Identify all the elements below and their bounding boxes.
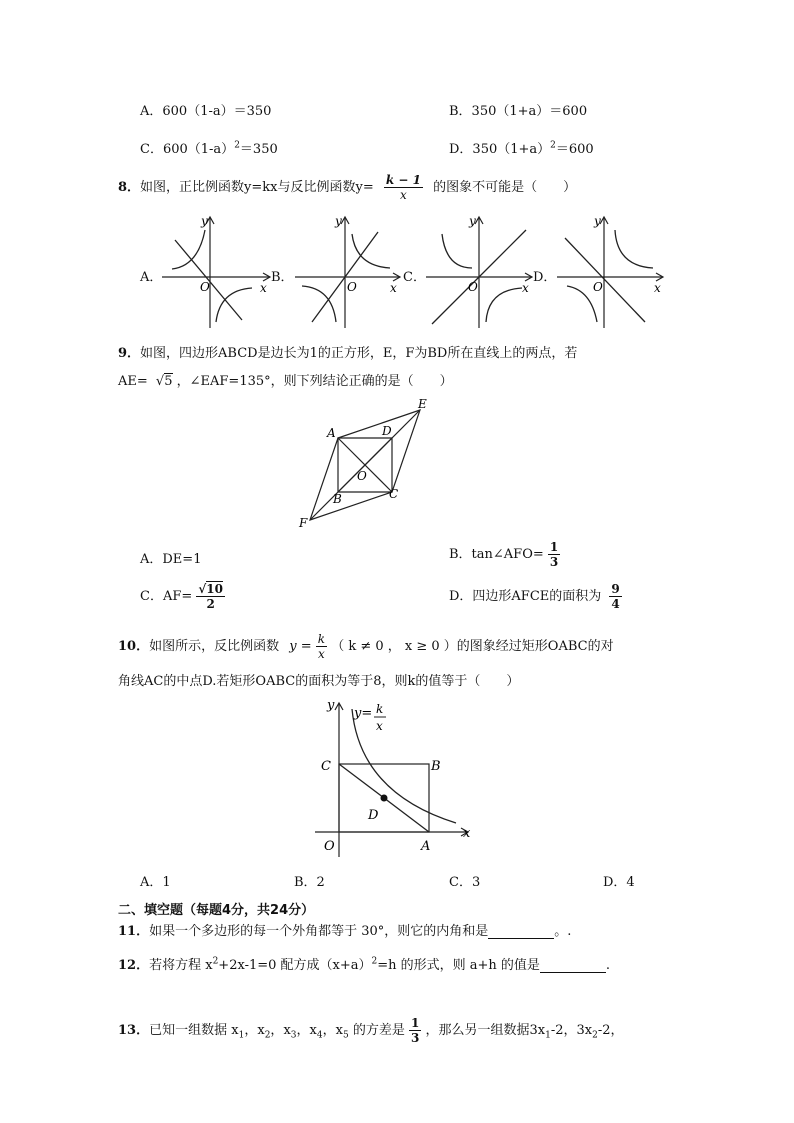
q8b-origin-label: O (347, 280, 357, 294)
q7-option-a: A．600（1-a）＝350 (140, 104, 272, 119)
q10-label-c: C (321, 759, 331, 774)
q10-label-a: A (421, 839, 431, 854)
q12: 12．若将方程 $x^2+2x-1=0$ 配方成$(x+a)^2=h$ 的形式，则 a+h 的值是 . (118, 956, 611, 973)
q10-curve-label: y= (354, 706, 373, 721)
q10-figure (310, 695, 480, 860)
q10-label-o: O (324, 839, 335, 854)
q10-label-b: B (431, 759, 441, 774)
q8-graph-a (160, 212, 275, 330)
q10-option-c: C．3 (449, 875, 481, 890)
q13: 13．已知一组数据 $x_1$，$x_2$，$x_3$，$x_4$，$x_5$ 的方差是 $\frac{1}{3}$ ，那么另一组数据$3x_1-2$，$3x_2-2$， (118, 1016, 624, 1045)
q7-option-b: B．350（1+a）＝600 (449, 104, 588, 119)
q8-graph-b (290, 212, 405, 330)
q7-option-c: C．$600(1-a)^2=350$ (140, 140, 278, 157)
q8-graph-c (424, 212, 539, 330)
q10-stem-line1: 10．如图所示，反比例函数 y = $\frac{k}{x}$ （ k ≠ 0 ， x ≥ 0 ）的图象经过矩形OABC的对 (118, 632, 614, 661)
q8a-y-label: y (201, 214, 208, 228)
q9-label-c: C (389, 487, 399, 501)
q10-option-b: B．2 (294, 875, 325, 890)
q9-label-e: E (418, 397, 427, 411)
q8-graph-d (555, 212, 667, 330)
q10-curve-num: k (376, 702, 384, 716)
q9-option-a: A．DE=1 (140, 552, 202, 567)
q8d-y-label: y (594, 214, 601, 228)
q8c-origin-label: O (468, 280, 478, 294)
q8-stem: 8．如图，正比例函数y=kx与反比例函数y= $\frac{k - 1}{x}$ 的图象不可能是（ ） (118, 173, 577, 202)
q8a-origin-label: O (200, 280, 210, 294)
q9-label-a: A (327, 426, 336, 440)
q10-stem-line2: 角线AC的中点D.若矩形OABC的面积为等于8，则k的值等于（ ） (118, 674, 520, 689)
q10-label-d: D (368, 808, 379, 823)
q9-label-o: O (357, 469, 367, 483)
q8d-x-label: x (654, 281, 661, 295)
q10-y-label: y (327, 698, 335, 713)
q8-label-a: A． (140, 270, 163, 285)
q8a-x-label: x (260, 281, 267, 295)
q10-option-a: A．1 (140, 875, 171, 890)
q10-curve-den: x (376, 719, 383, 733)
q10-x-label: x (463, 826, 471, 841)
q8c-y-label: y (469, 214, 476, 228)
q12-answer-blank[interactable] (540, 960, 606, 973)
section-heading: 二、填空题（每题4分，共24分） (118, 903, 315, 918)
q8c-x-label: x (522, 281, 529, 295)
q9-option-d: D．四边形AFCE的面积为 $\frac{9}{4}$ (449, 582, 620, 611)
q10-option-d: D．4 (603, 875, 635, 890)
q9-figure (296, 394, 436, 534)
q8-label-b: B． (271, 270, 294, 285)
q7-option-d: D．$350(1+a)^2=600$ (449, 140, 594, 157)
sqrt-icon: √5 (155, 374, 173, 389)
q9-label-b: B (333, 492, 342, 506)
q9-stem-line2: AE= √5 ，∠EAF=135°，则下列结论正确的是（ ） (118, 374, 453, 389)
q8b-y-label: y (335, 214, 342, 228)
q9-stem-line1: 9．如图，四边形ABCD是边长为1的正方形，E，F为BD所在直线上的两点，若 (118, 346, 578, 361)
q8b-x-label: x (390, 281, 397, 295)
q8d-origin-label: O (593, 280, 603, 294)
q9-option-b: B．tan∠AFO= $\frac{1}{3}$ (449, 540, 559, 569)
q8-label-d: D． (533, 270, 557, 285)
q11: 11．如果一个多边形的每一个外角都等于 30°，则它的内角和是 。. (118, 924, 572, 939)
q11-answer-blank[interactable] (488, 926, 554, 939)
q9-label-f: F (299, 516, 308, 530)
q9-label-d: D (382, 424, 392, 438)
q8-label-c: C． (403, 270, 426, 285)
q9-option-c: C．AF= $\frac{√10}{2}$ (140, 582, 223, 611)
